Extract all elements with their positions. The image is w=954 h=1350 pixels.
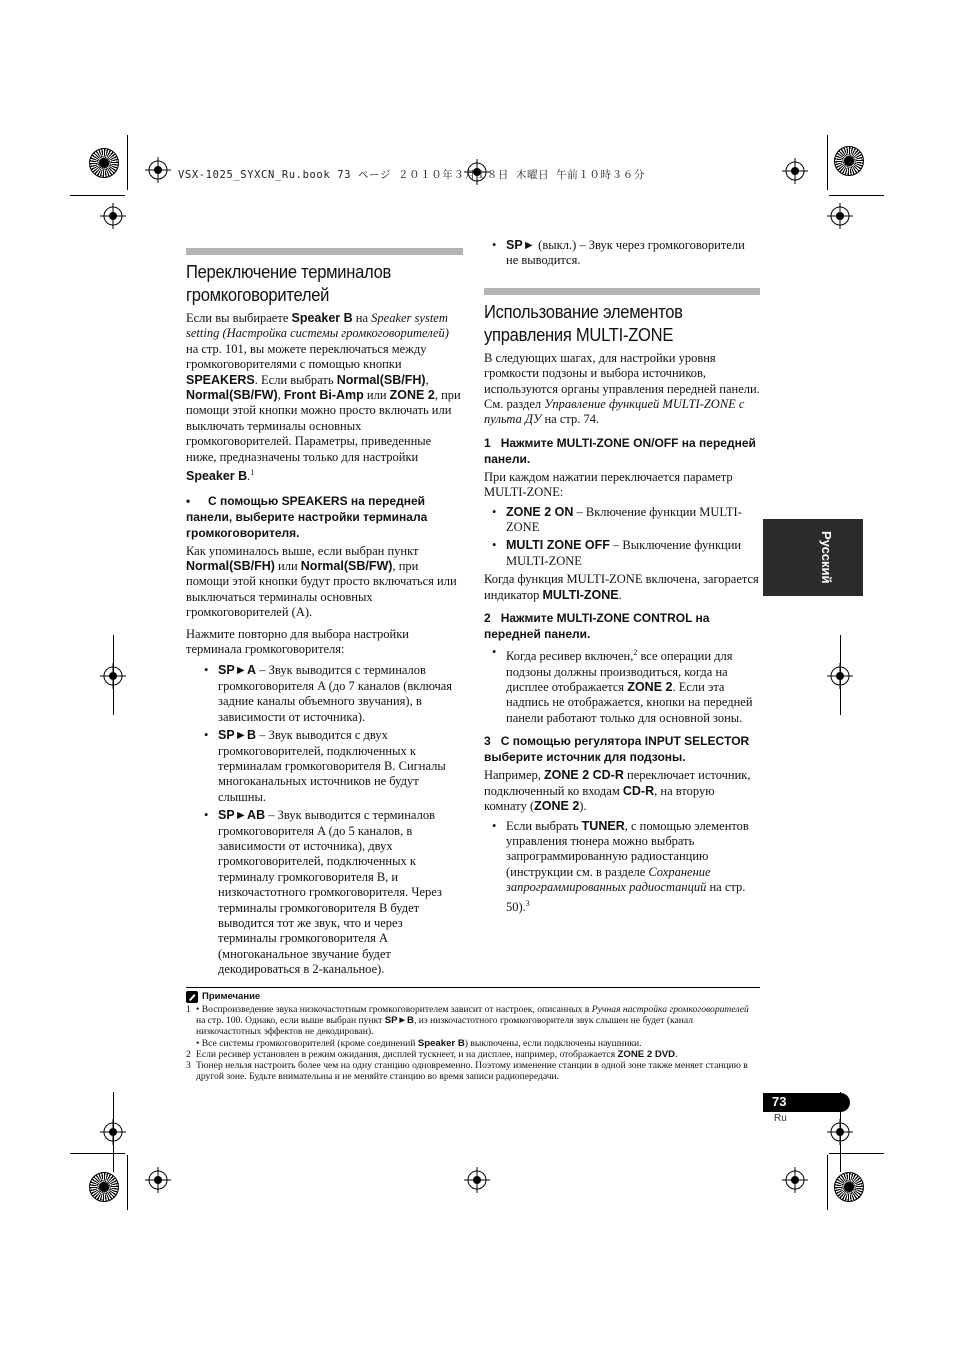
crosshair-icon	[782, 158, 808, 184]
crosshair-icon	[100, 203, 126, 229]
registration-star-top-left	[89, 148, 119, 178]
list-item: • ZONE 2 ON – Включение функции MULTI-ZONE	[484, 505, 760, 536]
step-1-heading: 1 Нажмите MULTI-ZONE ON/OFF на передней панели.	[484, 435, 756, 466]
step-3-heading: 3 С помощью регулятора INPUT SELECTOR выберите источник для подзоны.	[484, 734, 750, 765]
list-item: • SP►B – Звук выводится с двух громкоговорителей, подключенных к терминалам громкоговорителя B. Сигналы многоканальных источников не будут слышны.	[196, 728, 463, 805]
step-2-heading: 2 Нажмите MULTI-ZONE CONTROL на передней панели.	[484, 611, 710, 642]
intro-paragraph: Если вы выбираете Speaker B на Speaker system setting (Настройка системы громкоговорителей) на стр. 101, вы можете переключаться между громкоговорителями с помощью кнопки SPEAKERS. Если выбрать Normal(SB/FH), Normal(SB/FW), Front Bi-Amp или ZONE 2, при помощи этой кнопки можно просто включать или выключать терминалы основных громкоговорителей. Параметры, приведенные ниже, предназначены только для настройки Speaker B.$^1$	[186, 311, 461, 484]
page-number-badge: 73	[763, 1093, 850, 1112]
list-item: • SP► (выкл.) – Звук через громкоговорители не выводится.	[484, 238, 760, 269]
section-bar	[186, 248, 463, 255]
note-icon	[186, 991, 198, 1003]
crosshair-icon	[827, 203, 853, 229]
crosshair-icon	[145, 1167, 171, 1193]
list-continued	[484, 238, 760, 269]
section-title: Использование элементов управления MULTI-ZONE	[484, 301, 683, 345]
file-header: VSX-1025_SYXCN_Ru.book 73 ページ ２０１０年３月１８日 木曜日 午前１０時３６分	[178, 169, 645, 181]
paragraph: При каждом нажатии переключается параметр MULTI-ZONE:	[484, 469, 733, 500]
zone-option-list	[484, 505, 760, 570]
list-item: • Если выбрать TUNER, с помощью элементов управления тюнера можно выбрать запрограммированную радиостанцию (инструкции см. в разделе Сохранение запрограммированных радиостанций на стр. 50).$^3$	[484, 819, 760, 916]
footnote-3: 3 Тюнер нельзя настроить более чем на одну станцию одновременно. Поэтому изменение станции в одной зоне также меняет станцию в другой зоне. Будьте внимательны и не меняйте станцию во время записи радиопередачи.	[186, 1060, 748, 1083]
note-title: Примечание	[186, 991, 760, 1003]
list-item: • MULTI ZONE OFF – Выключение функции MULTI-ZONE	[484, 538, 760, 569]
registration-star-bottom-left	[89, 1172, 119, 1202]
registration-star-bottom-right	[834, 1172, 864, 1202]
crosshair-icon	[464, 1167, 490, 1193]
crosshair-icon	[782, 1167, 808, 1193]
list-item: • Когда ресивер включен,$^2$ все операции для подзоны должны производиться, когда на дисплее отображается ZONE 2. Если эта надпись не отображается, кнопки на передней панели работают только для основной зоны.	[484, 645, 760, 726]
footnotes	[186, 987, 760, 1082]
footnote-1: 1 • Воспроизведение звука низкочастотным громкоговорителем зависит от настроек, описанных в Ручная настройка громкоговорителей на стр. 100. Однако, если выше выбран пункт SP►B, из низкочастотного громкоговорителя звук слышен не будет (канал низкочастотных эффектов не декодирован).	[186, 1004, 749, 1038]
language-tab: Русский	[763, 519, 863, 596]
crosshair-icon	[145, 157, 171, 183]
footnote-2: 2 Если ресивер установлен в режим ожидания, дисплей тускнеет, и на дисплее, например, отображается ZONE 2 DVD.	[186, 1048, 678, 1060]
paragraph: Нажмите повторно для выбора настройки терминала громкоговорителя:	[186, 626, 409, 657]
instruction-heading: • С помощью SPEAKERS на передней панели, выберите настройки терминала громкоговорителя.	[186, 493, 428, 540]
right-column	[484, 238, 760, 918]
list-item: • SP►A – Звук выводится с терминалов громкоговорителя A (до 7 каналов (включая задние каналы объемного звучания), в зависимости от источника).	[196, 663, 463, 725]
section-title: Переключение терминалов громкоговорителей	[186, 262, 392, 305]
section-bar	[484, 288, 760, 295]
paragraph: Когда функция MULTI-ZONE включена, загорается индикатор MULTI-ZONE.	[484, 572, 759, 602]
note-list	[484, 819, 760, 916]
intro-paragraph: В следующих шагах, для настройки уровня громкости подзоны и выбора источников, используются органы управления передней панели. См. раздел Управление функцией MULTI-ZONE с пульта ДУ на стр. 74.	[484, 350, 760, 427]
list-item: • SP►AB – Звук выводится с терминалов громкоговорителя A (до 5 каналов, в зависимости от источника), двух громкоговорителей, подключенных к терминалу громкоговорителя B, и низкочастотного громкоговорителя. Через терминалы громкоговорителя B будет выводится тот же звук, что и через терминалы громкоговорителя A (многоканальное звучание будет декодироваться в 2-канальное).	[196, 808, 463, 977]
paragraph: Как упоминалось выше, если выбран пункт Normal(SB/FH) или Normal(SB/FW), при помощи этой кнопки будут просто включаться или выключаться терминалы основных громкоговорителей (A).	[186, 543, 457, 620]
note-list	[484, 645, 760, 726]
footnote-1b: • Все системы громкоговорителей (кроме соединений Speaker B) выключены, если подключены наушники.	[196, 1037, 642, 1049]
paragraph: Например, ZONE 2 CD-R переключает источник, подключенный ко входам CD-R, на вторую комнату (ZONE 2).	[484, 768, 751, 814]
divider	[186, 987, 760, 988]
page-language: Ru	[774, 1113, 787, 1124]
speaker-option-list	[196, 663, 463, 977]
registration-star-top-right	[834, 146, 864, 176]
left-column	[186, 248, 463, 981]
